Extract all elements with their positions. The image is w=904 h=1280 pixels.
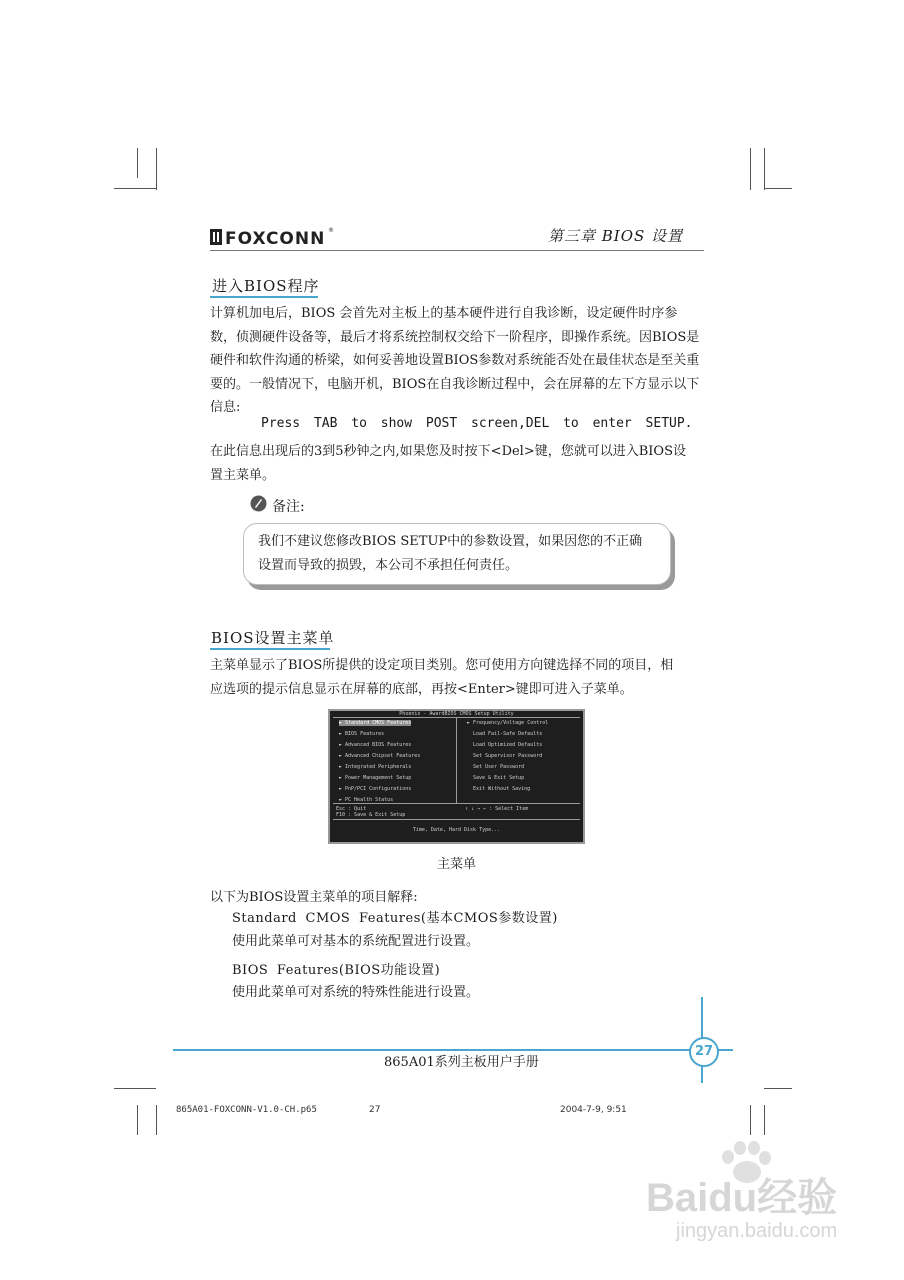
item-desc-bios-features: 使用此菜单可对系统的特殊性能进行设置。 <box>232 985 480 1000</box>
bios-menu-item: ► Power Management Setup <box>339 775 412 781</box>
print-date: 2004-7-9, 9:51 <box>560 1105 627 1115</box>
item-title-bios-features: BIOS Features(BIOS功能设置) <box>232 963 441 978</box>
print-page: 27 <box>369 1105 381 1115</box>
crop-mark <box>750 1105 751 1135</box>
text-line: 在此信息出现后的3到5秒钟之内,如果您及时按下<Del>键，您就可以进入BIOS设 <box>210 444 686 459</box>
item-desc-standard-cmos: 使用此菜单可对基本的系统配置进行设置。 <box>232 934 480 949</box>
chapter-title: 第三章 BIOS 设置 <box>548 227 684 245</box>
crop-mark <box>156 148 157 190</box>
crop-mark <box>764 1105 765 1135</box>
crop-mark <box>114 188 156 189</box>
bios-menu-item: Set User Password <box>473 764 525 770</box>
figure-caption: 主菜单 <box>437 857 477 872</box>
bios-help-text: ↑ ↓ → ← : Select Item <box>465 806 529 812</box>
bios-menu-item: ► Frequency/Voltage Control <box>467 720 549 726</box>
text-line: 置主菜单。 <box>210 467 276 483</box>
watermark-brand: Baidu经验 <box>646 1176 838 1220</box>
item-title-standard-cmos: Standard CMOS Features(基本CMOS参数设置) <box>232 911 558 926</box>
svg-text:®: ® <box>328 227 334 234</box>
header-divider <box>210 250 704 251</box>
crop-mark <box>156 1105 157 1135</box>
bios-menu-item: ► Advanced Chipset Features <box>339 753 421 759</box>
bios-status-line: Time, Date, Hard Disk Type... <box>412 827 501 833</box>
crop-mark <box>137 1105 138 1135</box>
bios-menu-item: ► Integrated Peripherals <box>339 764 412 770</box>
crop-mark <box>750 148 751 190</box>
manual-title: 865A01系列主板用户手册 <box>384 1055 539 1070</box>
bios-help-text: Esc : Quit <box>336 806 367 812</box>
bios-menu-item: Load Optimized Defaults <box>473 742 543 748</box>
intro-paragraph <box>210 302 704 420</box>
explanation-intro: 以下为BIOS设置主菜单的项目解释: <box>210 890 418 905</box>
section-title-bios-menu: BIOS设置主菜单 <box>211 629 335 647</box>
text-line: 应选项的提示信息显示在屏幕的底部，再按<Enter>键即可进入子菜单。 <box>210 681 633 697</box>
bios-menu-item: Save & Exit Setup <box>473 775 525 781</box>
section-underline <box>210 296 318 298</box>
bios-menu-item: ► Standard CMOS Features <box>339 720 412 726</box>
note-label: 备注: <box>272 499 305 515</box>
note-line: 我们不建议您修改BIOS SETUP中的参数设置，如果因您的不正确 <box>258 534 643 549</box>
crop-mark <box>764 1088 792 1089</box>
note-icon <box>250 495 267 512</box>
page-number-badge: 27 <box>689 1037 719 1067</box>
crop-mark <box>764 148 765 190</box>
text-line: 计算机加电后，BIOS 会首先对主板上的基本硬件进行自我诊断，设定硬件时序参 <box>210 306 678 321</box>
bios-menu-item: Exit Without Saving <box>473 786 531 792</box>
note-line: 设置而导致的损毁，本公司不承担任何责任。 <box>258 558 519 573</box>
bios-main-menu-screenshot <box>328 709 585 844</box>
section-underline <box>210 648 330 650</box>
foxconn-logo <box>210 224 335 248</box>
text-line: 信息: <box>210 400 241 415</box>
crop-mark <box>114 1088 156 1089</box>
text-line: 主菜单显示了BIOS所提供的设定项目类别。您可使用方向键选择不同的项目，相 <box>210 658 674 673</box>
section-title-enter-bios: 进入BIOS程序 <box>212 277 320 295</box>
bios-menu-item: Load Fail-Safe Defaults <box>473 731 543 737</box>
logo-text: FOXCONN <box>225 229 326 248</box>
bios-title: Phoenix - AwardBIOS CMOS Setup Utility <box>399 711 514 717</box>
bios-help-text: F10 : Save & Exit Setup <box>336 812 406 818</box>
crop-mark <box>137 148 138 178</box>
bios-menu-item: Set Supervisor Password <box>473 753 543 759</box>
print-file-name: 865A01-FOXCONN-V1.0-CH.p65 <box>176 1105 317 1115</box>
text-line: 要的。一般情况下，电脑开机，BIOS在自我诊断过程中，会在屏幕的左下方显示以下 <box>210 376 700 392</box>
bios-menu-item: ► PnP/PCI Configurations <box>339 786 412 792</box>
bios-menu-item: ► PC Health Status <box>339 797 394 803</box>
post-message: Press TAB to show POST screen,DEL to enter SETUP. <box>261 416 693 431</box>
crop-mark <box>764 188 792 189</box>
menu-paragraph <box>210 654 704 701</box>
text-line: 硬件和软件沟通的桥梁，如何妥善地设置BIOS参数对系统能否处在最佳状态是至关重 <box>210 353 700 368</box>
bios-menu-item: ► BIOS Features <box>339 731 385 737</box>
text-line: 数，侦测硬件设备等，最后才将系统控制权交给下一阶程序，即操作系统。因BIOS是 <box>210 329 700 345</box>
note-text <box>258 530 658 578</box>
watermark-url: jingyan.baidu.com <box>676 1220 838 1242</box>
del-key-paragraph <box>210 440 704 487</box>
bios-menu-item: ► Advanced BIOS Features <box>339 742 412 748</box>
